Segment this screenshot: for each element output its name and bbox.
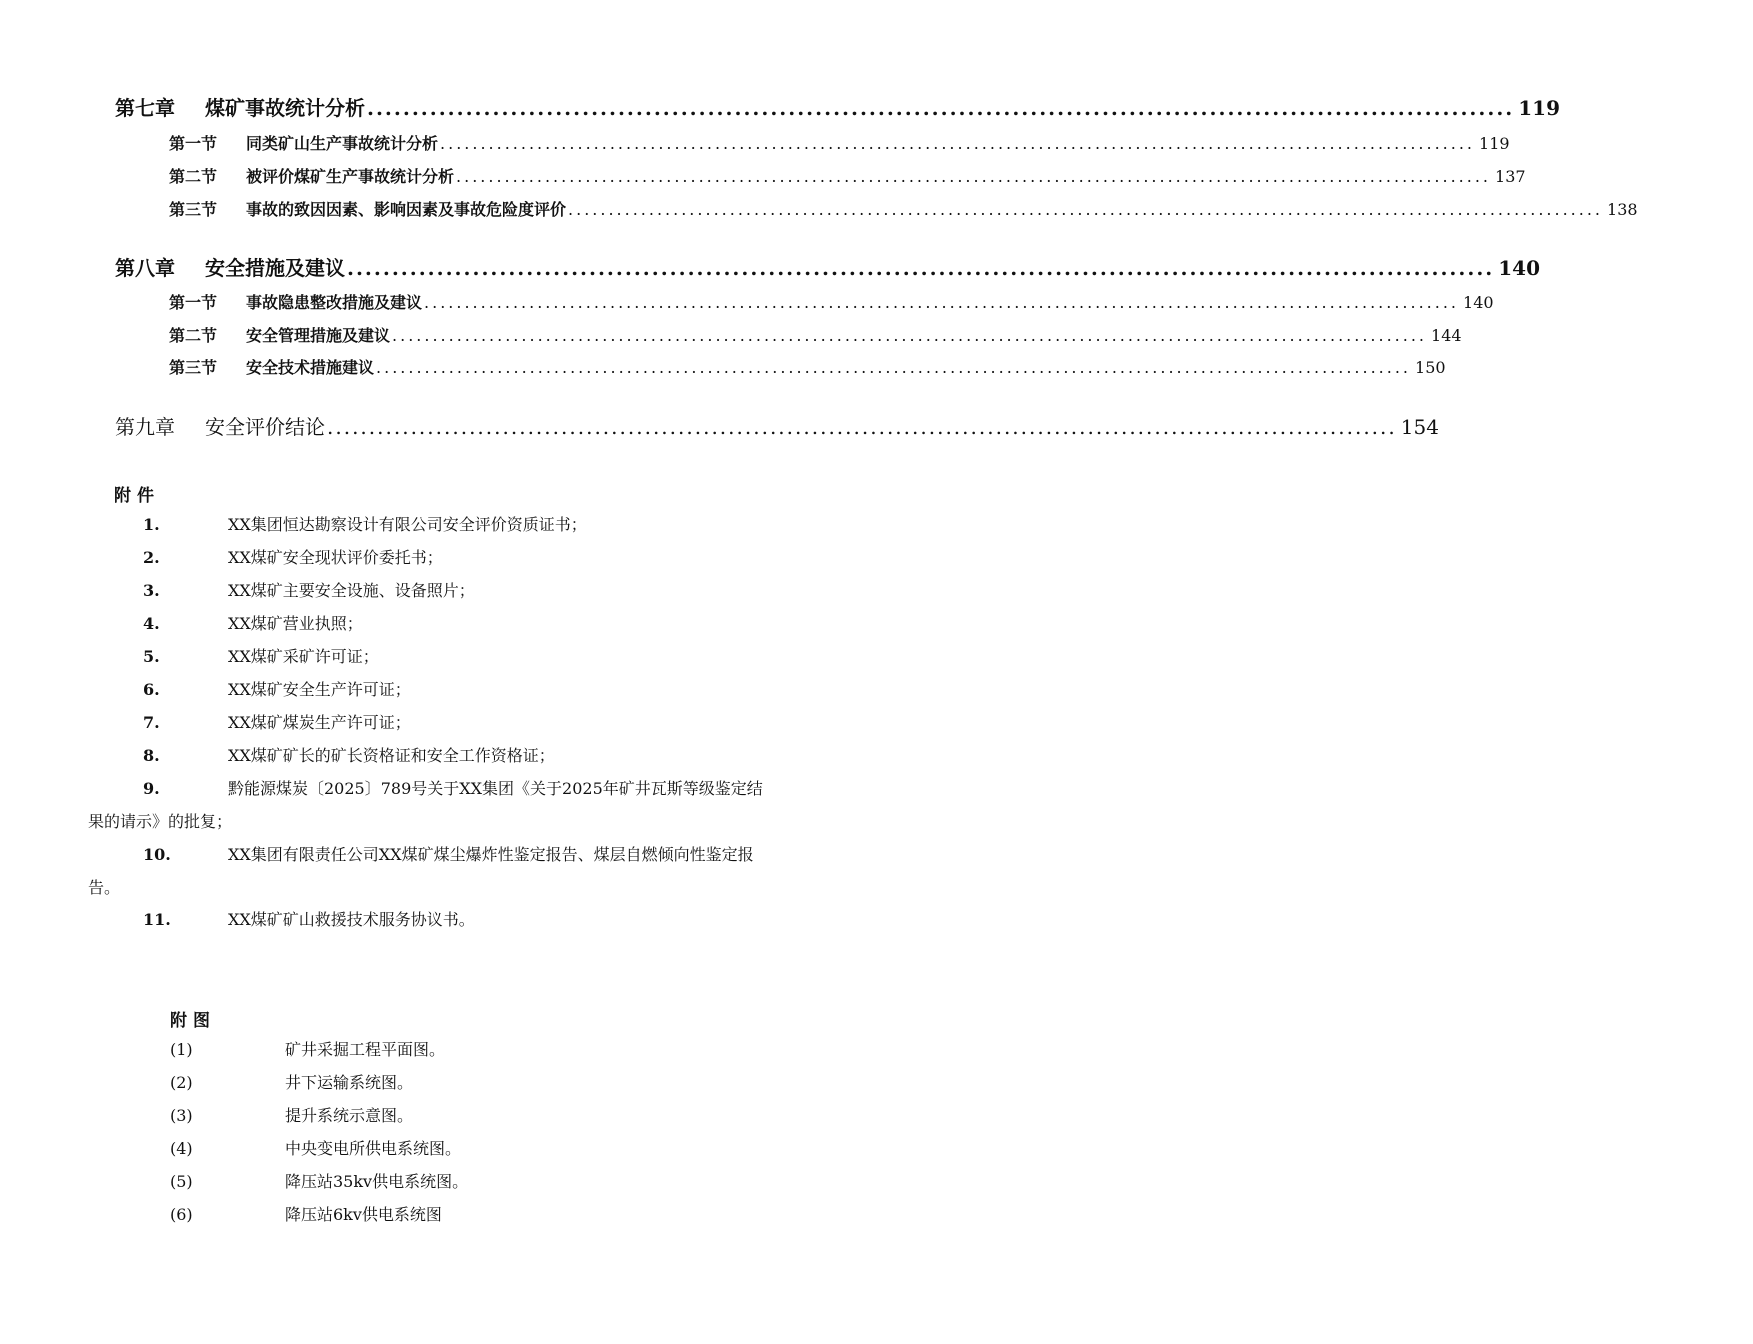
attachment-number: 11.: [143, 910, 171, 929]
attachment-number: 10.: [143, 845, 171, 864]
figure-number: (2): [170, 1073, 193, 1092]
toc-leader: ................................................................................................................................: [392, 326, 1428, 345]
toc-leader: ................................................................................................................................: [440, 134, 1476, 153]
section-title: 同类矿山生产事故统计分析: [246, 134, 439, 153]
toc-leader: ................................................................................................................................: [376, 358, 1412, 377]
section-number: 第三节: [169, 200, 218, 219]
toc-leader: ................................................................................................................................: [367, 96, 1515, 120]
chapter-number: 第九章: [115, 415, 175, 439]
toc-section[interactable]: [0, 197, 1638, 220]
section-title: 事故隐患整改措施及建议: [246, 293, 423, 312]
attachments-heading: 附件: [114, 486, 160, 506]
section-title: 事故的致因因素、影响因素及事故危险度评价: [246, 200, 567, 219]
toc-chapter-9[interactable]: [0, 411, 1439, 440]
attachment-text: XX煤矿采矿许可证；: [228, 647, 379, 666]
attachment-number: 5.: [143, 647, 160, 666]
section-page: 119: [1479, 134, 1510, 153]
attachment-number: 7.: [143, 713, 160, 732]
figure-text: 井下运输系统图。: [285, 1073, 414, 1092]
attachment-text: XX集团恒达勘察设计有限公司安全评价资质证书；: [228, 515, 587, 534]
attachment-number: 2.: [143, 548, 160, 567]
figure-number: (4): [170, 1139, 193, 1158]
toc-chapter-7[interactable]: [0, 92, 1560, 121]
section-title: 安全技术措施建议: [246, 358, 375, 377]
attachment-text: XX集团有限责任公司XX煤矿煤尘爆炸性鉴定报告、煤层自燃倾向性鉴定报: [228, 845, 754, 864]
toc-leader: ................................................................................................................................: [456, 167, 1492, 186]
attachment-number: 9.: [143, 779, 160, 798]
chapter-page: 119: [1518, 96, 1560, 120]
attachment-text: 黔能源煤炭〔2025〕789号关于XX集团《关于2025年矿井瓦斯等级鉴定结: [228, 779, 763, 798]
toc-leader: ................................................................................................................................: [568, 200, 1604, 219]
section-number: 第一节: [169, 293, 218, 312]
attachment-text-continuation: 告。: [88, 878, 121, 897]
figure-number: (3): [170, 1106, 193, 1125]
chapter-title: 安全评价结论: [205, 415, 325, 439]
section-page: 150: [1415, 358, 1446, 377]
section-number: 第三节: [169, 358, 218, 377]
attachment-number: 3.: [143, 581, 160, 600]
figure-text: 降压站35kv供电系统图。: [285, 1172, 469, 1191]
attachment-number: 4.: [143, 614, 160, 633]
chapter-title: 安全措施及建议: [205, 256, 345, 280]
attachment-text: XX煤矿营业执照；: [228, 614, 363, 633]
attachment-text: XX煤矿安全现状评价委托书；: [228, 548, 443, 567]
chapter-page: 140: [1498, 256, 1540, 280]
section-title: 安全管理措施及建议: [246, 326, 391, 345]
section-number: 第二节: [169, 167, 218, 186]
attachment-item: [0, 772, 950, 838]
attachment-number: 1.: [143, 515, 160, 534]
section-number: 第二节: [169, 326, 218, 345]
figure-number: (1): [170, 1040, 193, 1059]
figures-heading: 附图: [170, 1011, 216, 1031]
attachment-number: 8.: [143, 746, 160, 765]
toc-leader: ................................................................................................................................: [327, 415, 1397, 439]
section-number: 第一节: [169, 134, 218, 153]
figure-text: 中央变电所供电系统图。: [285, 1139, 462, 1158]
section-page: 137: [1495, 167, 1526, 186]
attachment-number: 6.: [143, 680, 160, 699]
figure-number: (6): [170, 1205, 193, 1224]
attachment-text: XX煤矿煤炭生产许可证；: [228, 713, 411, 732]
attachment-text: XX煤矿矿山救援技术服务协议书。: [228, 910, 475, 929]
section-page: 144: [1431, 326, 1462, 345]
attachment-item: [0, 838, 950, 904]
attachment-text: XX煤矿主要安全设施、设备照片；: [228, 581, 475, 600]
toc-chapter-8[interactable]: [0, 252, 1540, 281]
chapter-page: 154: [1400, 415, 1439, 439]
section-page: 140: [1463, 293, 1494, 312]
chapter-number: 第七章: [115, 96, 175, 120]
attachment-text: XX煤矿安全生产许可证；: [228, 680, 411, 699]
section-title: 被评价煤矿生产事故统计分析: [246, 167, 455, 186]
chapter-title: 煤矿事故统计分析: [205, 96, 365, 120]
figure-text: 矿井采掘工程平面图。: [285, 1040, 446, 1059]
figure-text: 提升系统示意图。: [285, 1106, 414, 1125]
toc-section[interactable]: [0, 164, 1526, 187]
toc-section[interactable]: [0, 131, 1510, 154]
toc-section[interactable]: [0, 355, 1446, 378]
section-page: 138: [1607, 200, 1638, 219]
toc-leader: ................................................................................................................................: [424, 293, 1460, 312]
chapter-number: 第八章: [115, 256, 175, 280]
toc-section[interactable]: [0, 290, 1494, 313]
figure-number: (5): [170, 1172, 193, 1191]
figure-text: 降压站6kv供电系统图: [285, 1205, 442, 1224]
attachment-text-continuation: 果的请示》的批复；: [88, 812, 233, 831]
toc-leader: ................................................................................................................................: [347, 256, 1495, 280]
toc-section[interactable]: [0, 323, 1462, 346]
attachment-text: XX煤矿矿长的矿长资格证和安全工作资格证；: [228, 746, 555, 765]
